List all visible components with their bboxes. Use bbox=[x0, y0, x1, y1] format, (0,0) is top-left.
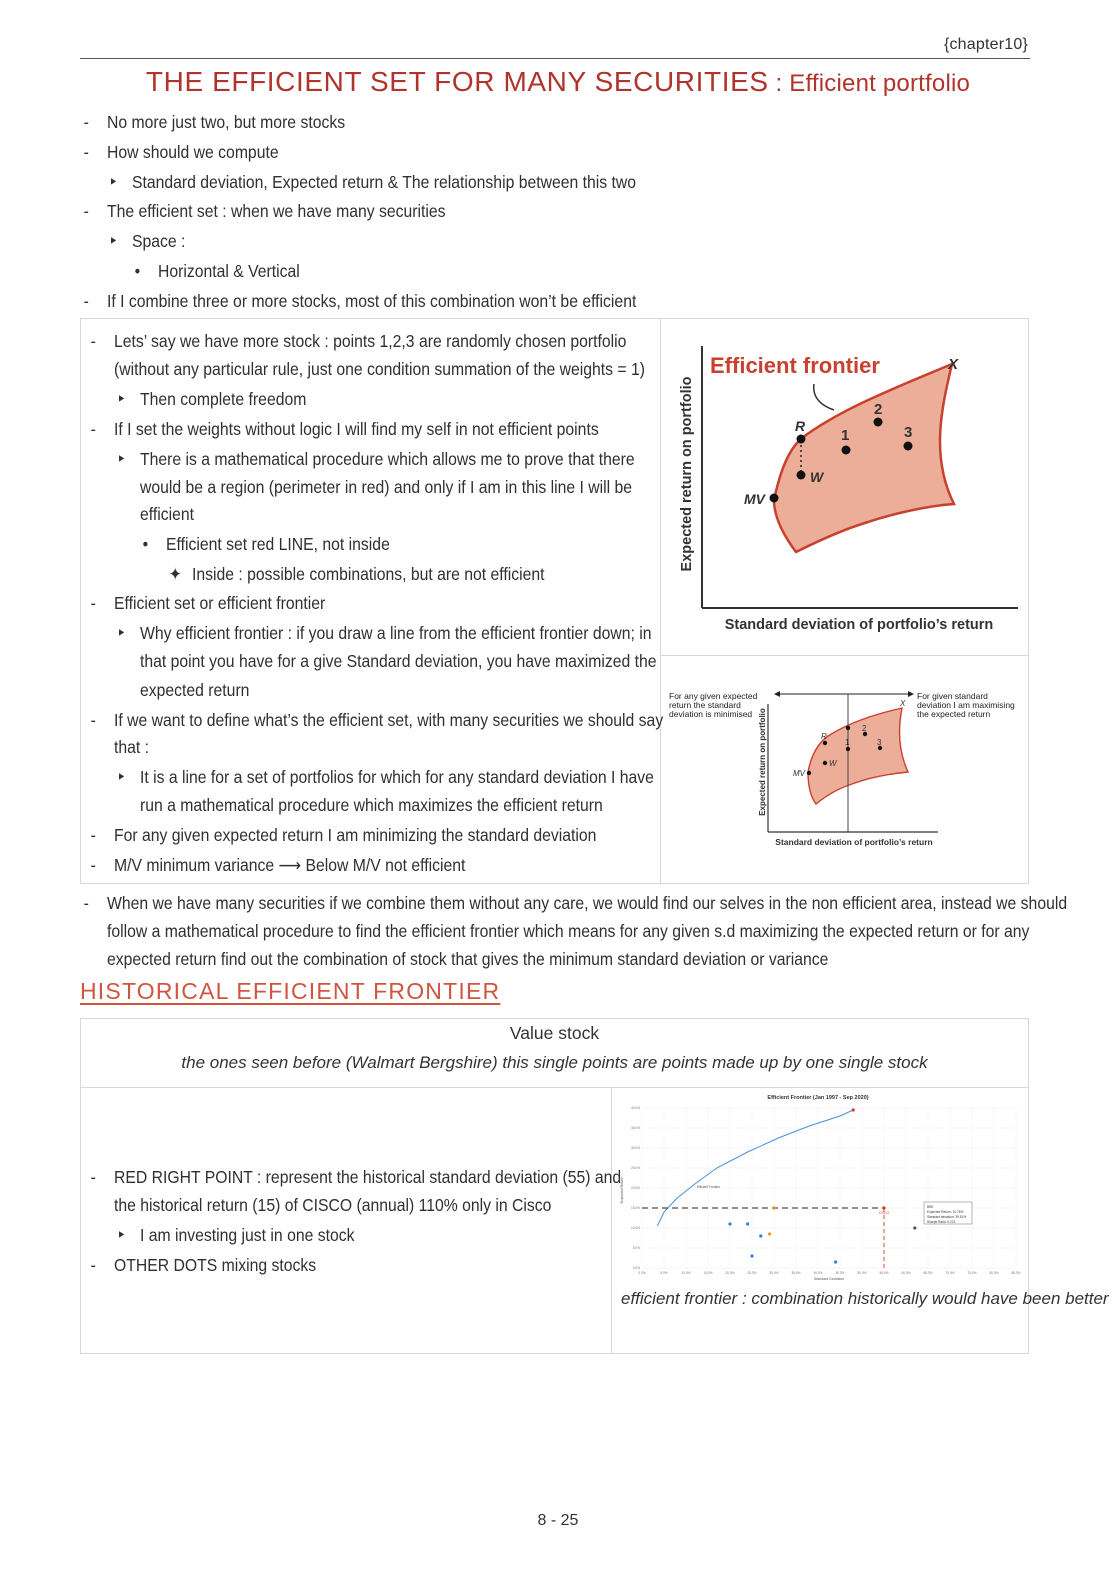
x-tick-label: 50.0% bbox=[857, 1271, 867, 1275]
tooltip-line: BRK bbox=[927, 1205, 934, 1209]
point-label-mv: MV bbox=[744, 491, 765, 507]
x-tick-label: 5.0% bbox=[660, 1271, 668, 1275]
svg-text:deviation I am maximising: deviation I am maximising bbox=[917, 700, 1015, 710]
list-item: ‣ Space : bbox=[108, 231, 186, 251]
efficient-frontier-figure bbox=[662, 322, 1026, 652]
chapter-label: {chapter10} bbox=[943, 36, 1028, 53]
y-tick-label: 25.0% bbox=[630, 1166, 640, 1170]
divider bbox=[611, 1087, 612, 1353]
list-item: (without any particular rule, just one condition summation of the weights = 1) bbox=[114, 359, 645, 379]
annotated-frontier-figure bbox=[662, 660, 1026, 878]
point-label-w: W bbox=[829, 759, 837, 768]
point-mv bbox=[770, 494, 779, 503]
list-item: that point you have for a give Standard deviation, you have maximized the bbox=[140, 651, 657, 671]
y-axis-label: Expected return on portfolio bbox=[679, 376, 695, 572]
list-item: expected return bbox=[140, 680, 250, 700]
data-point bbox=[759, 1234, 762, 1237]
data-point bbox=[852, 1108, 855, 1111]
list-item: - If we want to define what’s the efficient set, with many securities we should say bbox=[90, 710, 664, 730]
list-item: - No more just two, but more stocks bbox=[83, 112, 346, 132]
table-subheader: the ones seen before (Walmart Bergshire) this single points are points made up by one single stock bbox=[181, 1053, 928, 1072]
section-heading: HISTORICAL EFFICIENT FRONTIER bbox=[80, 978, 501, 1004]
data-point bbox=[882, 1206, 885, 1209]
frontier-series-label: Efficient Frontier bbox=[696, 1185, 720, 1189]
tooltip-line: Standard deviation: 39.51% bbox=[927, 1215, 967, 1219]
point-1 bbox=[842, 446, 851, 455]
list-item: - If I set the weights without logic I will find my self in not efficient points bbox=[90, 419, 599, 439]
point-mv bbox=[807, 771, 811, 775]
list-item: • Efficient set red LINE, not inside bbox=[142, 534, 390, 554]
title-separator: : bbox=[768, 70, 790, 97]
point-label-2: 2 bbox=[874, 401, 883, 418]
right-note bbox=[917, 691, 1015, 719]
frontier-point bbox=[846, 726, 850, 730]
page-number: 8 - 25 bbox=[537, 1512, 579, 1529]
chart-caption: efficient frontier : combination historically would have been better bbox=[621, 1289, 1109, 1308]
y-tick-label: 20.0% bbox=[630, 1186, 640, 1190]
list-item: ✦ Inside : possible combinations, but are not efficient bbox=[168, 564, 545, 584]
svg-text:return the standard: return the standard bbox=[669, 700, 741, 710]
list-item: - RED RIGHT POINT : represent the historical standard deviation (55) and bbox=[90, 1167, 622, 1187]
point-label-x: X bbox=[948, 356, 959, 373]
data-point-label: CSCO bbox=[878, 1211, 890, 1215]
list-item: that : bbox=[114, 737, 150, 757]
y-tick-label: 0.0% bbox=[632, 1266, 640, 1270]
point-w bbox=[823, 761, 827, 765]
x-tick-label: 75.0% bbox=[967, 1271, 977, 1275]
y-tick-label: 35.0% bbox=[630, 1126, 640, 1130]
frontier-pointer bbox=[814, 384, 834, 410]
list-item: expected return find out the combination of stock that gives the minimum standard deviation or variance bbox=[107, 949, 829, 969]
left-note bbox=[669, 691, 758, 719]
divider bbox=[81, 1087, 1028, 1088]
feasible-region bbox=[774, 364, 954, 552]
header-rule bbox=[80, 58, 1030, 59]
x-tick-label: 15.0% bbox=[703, 1271, 713, 1275]
x-tick-label: 25.0% bbox=[747, 1271, 757, 1275]
point-r bbox=[797, 435, 806, 444]
list-item: - M/V minimum variance ⟶ Below M/V not efficient bbox=[90, 855, 466, 875]
feasible-region bbox=[808, 708, 908, 804]
list-item: run a mathematical procedure which maximizes the efficient return bbox=[140, 795, 603, 815]
point-label-3: 3 bbox=[877, 738, 882, 747]
data-point bbox=[913, 1226, 916, 1229]
page-title bbox=[0, 66, 1116, 98]
list-item: - The efficient set : when we have many securities bbox=[83, 201, 446, 221]
y-axis-label: Expected return on portfolio bbox=[758, 708, 767, 816]
point-label-x: X bbox=[900, 699, 906, 708]
arrow-head-right bbox=[908, 691, 914, 697]
point-r bbox=[823, 741, 827, 745]
point-label-w: W bbox=[810, 469, 824, 485]
data-point bbox=[772, 1206, 775, 1209]
data-point bbox=[750, 1254, 753, 1257]
x-tick-label: 85.0% bbox=[1011, 1271, 1021, 1275]
list-item: - For any given expected return I am minimizing the standard deviation bbox=[90, 825, 597, 845]
point-label-r: R bbox=[795, 418, 806, 434]
svg-text:the expected return: the expected return bbox=[917, 709, 991, 719]
chart-x-label: Standard Deviation bbox=[813, 1277, 845, 1281]
svg-text:For any given expected: For any given expected bbox=[669, 691, 758, 701]
list-item: would be a region (perimeter in red) and only if I am in this line I will be bbox=[140, 477, 632, 497]
x-tick-label: 60.0% bbox=[901, 1271, 911, 1275]
frontier-label: Efficient frontier bbox=[710, 353, 880, 378]
x-tick-label: 35.0% bbox=[791, 1271, 801, 1275]
point-label-mv: MV bbox=[793, 769, 805, 778]
data-point bbox=[728, 1222, 731, 1225]
chart-title: Efficient Frontier (Jan 1997 - Sep 2020) bbox=[767, 1095, 869, 1101]
y-tick-label: 5.0% bbox=[632, 1246, 640, 1250]
list-item: - How should we compute bbox=[83, 142, 279, 162]
x-tick-label: 40.0% bbox=[813, 1271, 823, 1275]
data-point bbox=[768, 1232, 771, 1235]
point-1 bbox=[846, 747, 850, 751]
x-tick-label: 45.0% bbox=[835, 1271, 845, 1275]
point-label-2: 2 bbox=[862, 724, 867, 733]
arrow-head-left bbox=[774, 691, 780, 697]
y-tick-label: 15.0% bbox=[630, 1206, 640, 1210]
list-item: ‣ Standard deviation, Expected return & The relationship between this two bbox=[108, 172, 637, 192]
svg-text:For given standard: For given standard bbox=[917, 691, 988, 701]
x-tick-label: 20.0% bbox=[725, 1271, 735, 1275]
list-item: efficient bbox=[140, 504, 194, 524]
list-item: - When we have many securities if we combine them without any care, we would find our selves in the non efficient area, instead we should bbox=[83, 893, 1068, 913]
list-item: • Horizontal & Vertical bbox=[134, 261, 300, 281]
x-tick-label: 10.0% bbox=[681, 1271, 691, 1275]
list-item: ‣ Then complete freedom bbox=[116, 389, 307, 409]
list-item: - Efficient set or efficient frontier bbox=[90, 593, 326, 613]
title-main: THE EFFICIENT SET FOR MANY SECURITIES bbox=[145, 66, 769, 97]
x-axis-label: Standard deviation of portfolio’s return bbox=[775, 837, 933, 847]
point-label-3: 3 bbox=[904, 424, 913, 441]
tooltip-line: Sharpe Ratio: 0.223 bbox=[927, 1220, 956, 1224]
list-item: follow a mathematical procedure to find the efficient frontier which means for any given s.d maximizing the expected return or for any bbox=[107, 921, 1030, 941]
x-tick-label: 55.0% bbox=[879, 1271, 889, 1275]
divider bbox=[660, 655, 1028, 656]
point-label-1: 1 bbox=[841, 427, 850, 444]
historical-frontier-chart bbox=[618, 1090, 1024, 1286]
list-item: ‣ It is a line for a set of portfolios for which for any standard deviation I have bbox=[116, 767, 654, 787]
list-item: the historical return (15) of CISCO (annual) 110% only in Cisco bbox=[114, 1195, 552, 1215]
list-item: - If I combine three or more stocks, most of this combination won’t be efficient bbox=[83, 291, 637, 311]
point-2 bbox=[874, 418, 883, 427]
x-tick-label: 70.0% bbox=[945, 1271, 955, 1275]
x-axis-label: Standard deviation of portfolio’s return bbox=[724, 617, 994, 633]
data-point bbox=[746, 1222, 749, 1225]
x-tick-label: 0.0% bbox=[638, 1271, 646, 1275]
x-tick-label: 80.0% bbox=[989, 1271, 999, 1275]
y-tick-label: 30.0% bbox=[630, 1146, 640, 1150]
tooltip-line: Expected Return: 10.76% bbox=[927, 1210, 964, 1214]
chart-y-label: Expected Return bbox=[620, 1176, 624, 1204]
title-sub: Efficient portfolio bbox=[789, 70, 971, 97]
tooltip-box bbox=[924, 1202, 972, 1224]
y-tick-label: 10.0% bbox=[630, 1226, 640, 1230]
point-w bbox=[797, 471, 806, 480]
table-header: Value stock bbox=[509, 1023, 600, 1043]
point-3 bbox=[904, 442, 913, 451]
point-label-r: R bbox=[821, 732, 827, 741]
list-item: ‣ I am investing just in one stock bbox=[116, 1225, 355, 1245]
list-item: - Lets’ say we have more stock : points 1,2,3 are randomly chosen portfolio bbox=[90, 331, 627, 351]
point-label-1: 1 bbox=[845, 738, 850, 747]
x-tick-label: 65.0% bbox=[923, 1271, 933, 1275]
list-item: - OTHER DOTS mixing stocks bbox=[90, 1255, 317, 1275]
x-tick-label: 30.0% bbox=[769, 1271, 779, 1275]
data-point bbox=[834, 1260, 837, 1263]
svg-text:deviation is minimised: deviation is minimised bbox=[669, 709, 753, 719]
y-tick-label: 40.0% bbox=[630, 1106, 640, 1110]
list-item: ‣ Why efficient frontier : if you draw a line from the efficient frontier down; in bbox=[116, 623, 652, 643]
list-item: ‣ There is a mathematical procedure which allows me to prove that there bbox=[116, 449, 635, 469]
divider bbox=[660, 319, 661, 883]
